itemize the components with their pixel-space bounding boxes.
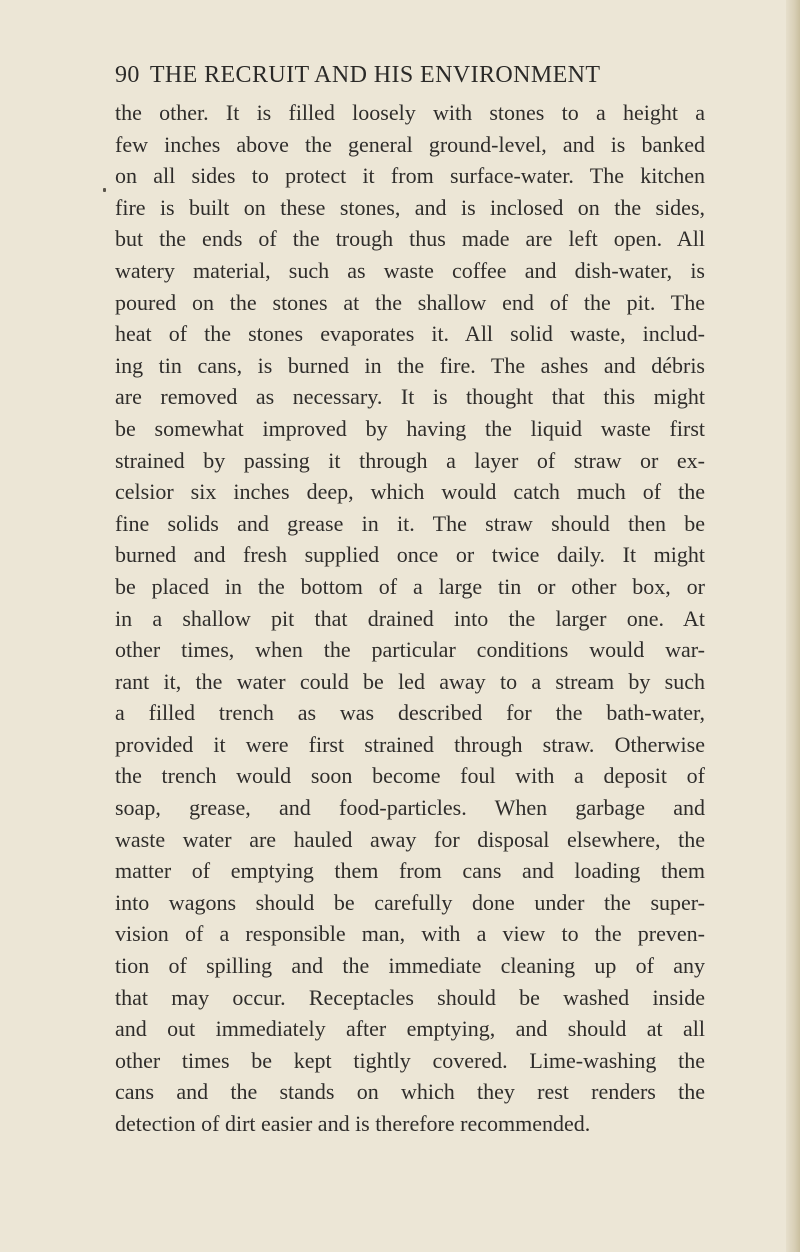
text-line: and out immediately after emptying, and should at all bbox=[115, 1016, 705, 1042]
body-text bbox=[115, 97, 705, 1140]
text-line: fine solids and grease in it. The straw should then be bbox=[115, 510, 705, 536]
text-line: cans and the stands on which they rest renders the bbox=[115, 1079, 705, 1105]
text-line: soap, grease, and food-particles. When garbage and bbox=[115, 795, 705, 821]
text-line: detection of dirt easier and is therefore recommended. bbox=[115, 1111, 591, 1136]
text-line: tion of spilling and the immediate cleaning up of any bbox=[115, 953, 705, 979]
text-line: the trench would soon become foul with a deposit of bbox=[115, 763, 705, 789]
text-line: strained by passing it through a layer of straw or ex- bbox=[115, 447, 705, 473]
text-line: provided it were first strained through straw. Otherwise bbox=[115, 731, 705, 757]
page-number: 90 bbox=[115, 62, 140, 88]
text-line: matter of emptying them from cans and loading them bbox=[115, 858, 705, 884]
text-line: burned and fresh supplied once or twice daily. It might bbox=[115, 542, 705, 568]
text-line: heat of the stones evaporates it. All solid waste, includ- bbox=[115, 321, 705, 347]
text-line: be placed in the bottom of a large tin or other box, or bbox=[115, 573, 705, 599]
running-header bbox=[115, 62, 715, 89]
text-line: rant it, the water could be led away to a stream by such bbox=[115, 668, 705, 694]
text-line: that may occur. Receptacles should be washed inside bbox=[115, 984, 705, 1010]
text-line: but the ends of the trough thus made are left open. All bbox=[115, 226, 705, 252]
text-line: few inches above the general ground-level, and is banked bbox=[115, 131, 705, 157]
running-title: THE RECRUIT AND HIS ENVIRONMENT bbox=[149, 62, 601, 88]
text-line: ing tin cans, is burned in the fire. The ashes and débris bbox=[115, 352, 705, 378]
text-line: the other. It is filled loosely with stones to a height a bbox=[115, 100, 705, 125]
text-line: celsior six inches deep, which would catch much of the bbox=[115, 479, 705, 505]
text-line: waste water are hauled away for disposal elsewhere, the bbox=[115, 826, 705, 852]
text-line: be somewhat improved by having the liquid waste first bbox=[115, 415, 705, 441]
text-line: other times be kept tightly covered. Lime-washing the bbox=[115, 1047, 705, 1073]
text-line: vision of a responsible man, with a view to the preven- bbox=[115, 921, 705, 947]
text-line: into wagons should be carefully done under the super- bbox=[115, 889, 705, 915]
text-line: fire is built on these stones, and is inclosed on the sides, bbox=[115, 194, 705, 220]
margin-mark bbox=[103, 188, 106, 192]
text-line: poured on the stones at the shallow end of the pit. The bbox=[115, 289, 705, 315]
text-line: in a shallow pit that drained into the larger one. At bbox=[115, 605, 705, 631]
text-line: watery material, such as waste coffee and dish-water, is bbox=[115, 257, 705, 283]
text-line: a filled trench as was described for the bath-water, bbox=[115, 700, 705, 726]
page-edge-shadow bbox=[786, 0, 800, 1252]
text-line: other times, when the particular conditions would war- bbox=[115, 637, 705, 663]
text-line: are removed as necessary. It is thought that this might bbox=[115, 384, 705, 410]
text-line: on all sides to protect it from surface-water. The kitchen bbox=[115, 163, 705, 189]
